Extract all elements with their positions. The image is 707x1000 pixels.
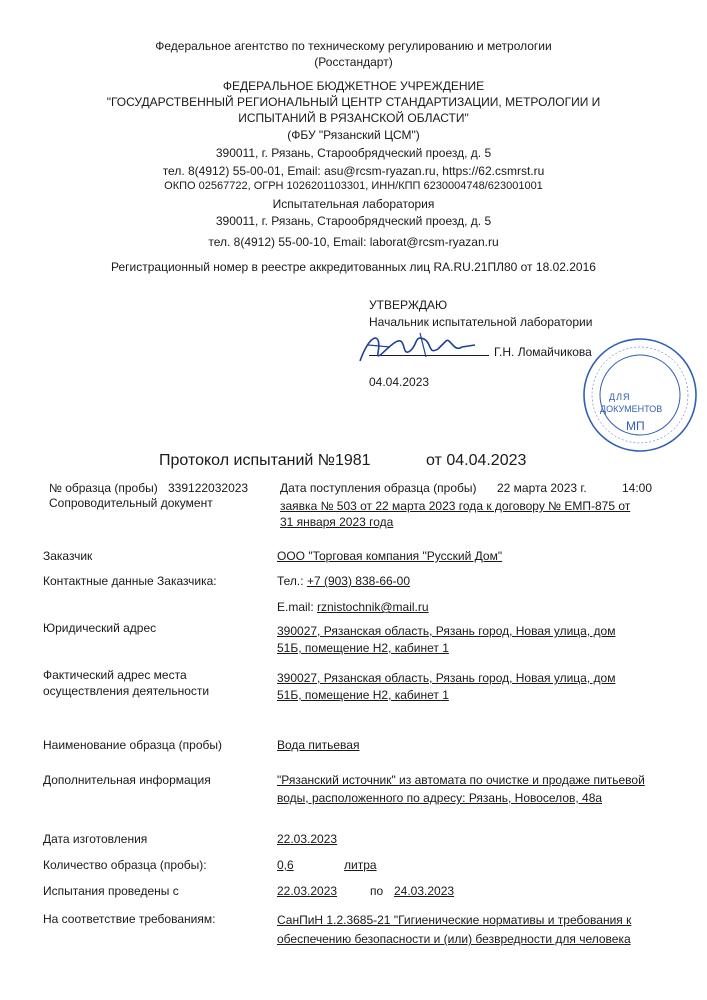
accompanying-doc-label: Сопроводительный документ (49, 496, 213, 510)
sample-number-label: № образца (пробы) (49, 481, 158, 495)
customer-label: Заказчик (43, 549, 93, 563)
approval-date: 04.04.2023 (369, 375, 430, 389)
actual-address-label-1: Фактический адрес места (43, 668, 187, 682)
agency-line-2: (Росстандарт) (314, 55, 393, 69)
institution-address: 390011, г. Рязань, Старообрядческий проезд, д. 5 (215, 146, 492, 160)
additional-info-line-1: "Рязанский источник" из автомата по очистке и продаже питьевой (277, 773, 645, 787)
sample-number-value: 339122032023 (168, 481, 249, 495)
sample-name-label: Наименование образца (пробы) (43, 738, 222, 752)
requirements-line-1: СанПиН 1.2.3685-21 "Гигиенические нормативы и требования к (277, 913, 632, 927)
additional-info-label: Дополнительная информация (43, 773, 211, 787)
legal-address-line-2: 51Б, помещение Н2, кабинет 1 (277, 641, 449, 655)
lab-contacts: тел. 8(4912) 55-00-10, Email: laborat@rcsm-ryazan.ru (208, 235, 499, 249)
quantity-label: Количество образца (пробы): (43, 858, 207, 872)
phone-value: +7 (903) 838-66-00 (306, 574, 411, 588)
agency-line-1: Федеральное агентство по техническому регулированию и метрологии (155, 39, 552, 53)
manufacture-date-value: 22.03.2023 (277, 832, 338, 846)
tests-from: 22.03.2023 (277, 884, 338, 898)
approval-title: УТВЕРЖДАЮ (369, 298, 448, 312)
institution-short-name: (ФБУ "Рязанский ЦСМ") (287, 128, 420, 142)
accreditation-registry: Регистрационный номер в реестре аккредитованных лиц RA.RU.21ПЛ80 от 18.02.2016 (111, 260, 596, 274)
stamp-text-3: МП (626, 419, 645, 433)
contacts-label: Контактные данные Заказчика: (43, 574, 217, 588)
protocol-date: от 04.04.2023 (426, 452, 527, 469)
signature-image (350, 323, 480, 368)
phone-prefix: Тел.: (277, 574, 307, 588)
customer-value: ООО "Торговая компания "Русский Дом" (277, 549, 503, 563)
institution-line-2: "ГОСУДАРСТВЕННЫЙ РЕГИОНАЛЬНЫЙ ЦЕНТР СТАНДАРТИЗАЦИИ, МЕТРОЛОГИИ И (106, 95, 601, 109)
tests-period-label: Испытания проведены с (43, 884, 179, 898)
actual-address-label-2: осуществления деятельности (43, 684, 210, 698)
legal-address-label: Юридический адрес (43, 621, 157, 635)
quantity-value: 0,6 (277, 858, 294, 872)
institution-contacts: тел. 8(4912) 55-00-01, Email: asu@rcsm-ryazan.ru, https://62.csmrst.ru (162, 164, 545, 178)
tests-to: 24.03.2023 (394, 884, 455, 898)
requirements-line-2: обеспечению безопасности и (или) безвредности для человека (277, 932, 631, 946)
email-value: rznistochnik@mail.ru (317, 600, 429, 614)
receipt-label: Дата поступления образца (пробы) (280, 481, 477, 495)
receipt-time: 14:00 (622, 481, 653, 495)
accompanying-doc-line-1: заявка № 503 от 22 марта 2023 года к договору № ЕМП-875 от (280, 499, 631, 513)
actual-address-line-2: 51Б, помещение Н2, кабинет 1 (277, 688, 449, 702)
quantity-unit: литра (344, 858, 377, 872)
institution-codes: ОКПО 02567722, ОГРН 1026201103301, ИНН/КПП 6230004748/623001001 (164, 180, 543, 192)
contacts-email (277, 600, 429, 614)
approval-position: Начальник испытательной лаборатории (369, 315, 593, 329)
manufacture-date-label: Дата изготовления (43, 832, 148, 846)
receipt-date: 22 марта 2023 г. (497, 481, 587, 495)
contacts-phone (277, 574, 410, 588)
actual-address-line-1: 390027, Рязанская область, Рязань город, Новая улица, дом (277, 671, 616, 685)
legal-address-line-1: 390027, Рязанская область, Рязань город, Новая улица, дом (277, 624, 616, 638)
institution-line-3: ИСПЫТАНИЙ В РЯЗАНСКОЙ ОБЛАСТИ" (238, 111, 469, 125)
tests-to-word: по (370, 884, 384, 898)
protocol-title: Протокол испытаний №1981 (159, 452, 371, 469)
stamp-text-1: ДЛЯ (609, 392, 631, 402)
requirements-label: На соответствие требованиям: (43, 912, 216, 926)
lab-address: 390011, г. Рязань, Старообрядческий проезд, д. 5 (215, 214, 492, 228)
official-stamp (580, 335, 700, 455)
stamp-text-2: ДОКУМЕНТОВ (600, 404, 663, 414)
lab-name: Испытательная лаборатория (272, 197, 435, 211)
institution-line-1: ФЕДЕРАЛЬНОЕ БЮДЖЕТНОЕ УЧРЕЖДЕНИЕ (222, 79, 485, 93)
email-prefix: E.mail: (277, 600, 318, 614)
additional-info-line-2: воды, расположенного по адресу: Рязань, Новоселов, 48а (277, 791, 603, 805)
sample-name-value: Вода питьевая (277, 738, 360, 752)
accompanying-doc-line-2: 31 января 2023 года (280, 515, 394, 529)
approval-signer: Г.Н. Ломайчикова (494, 345, 592, 359)
